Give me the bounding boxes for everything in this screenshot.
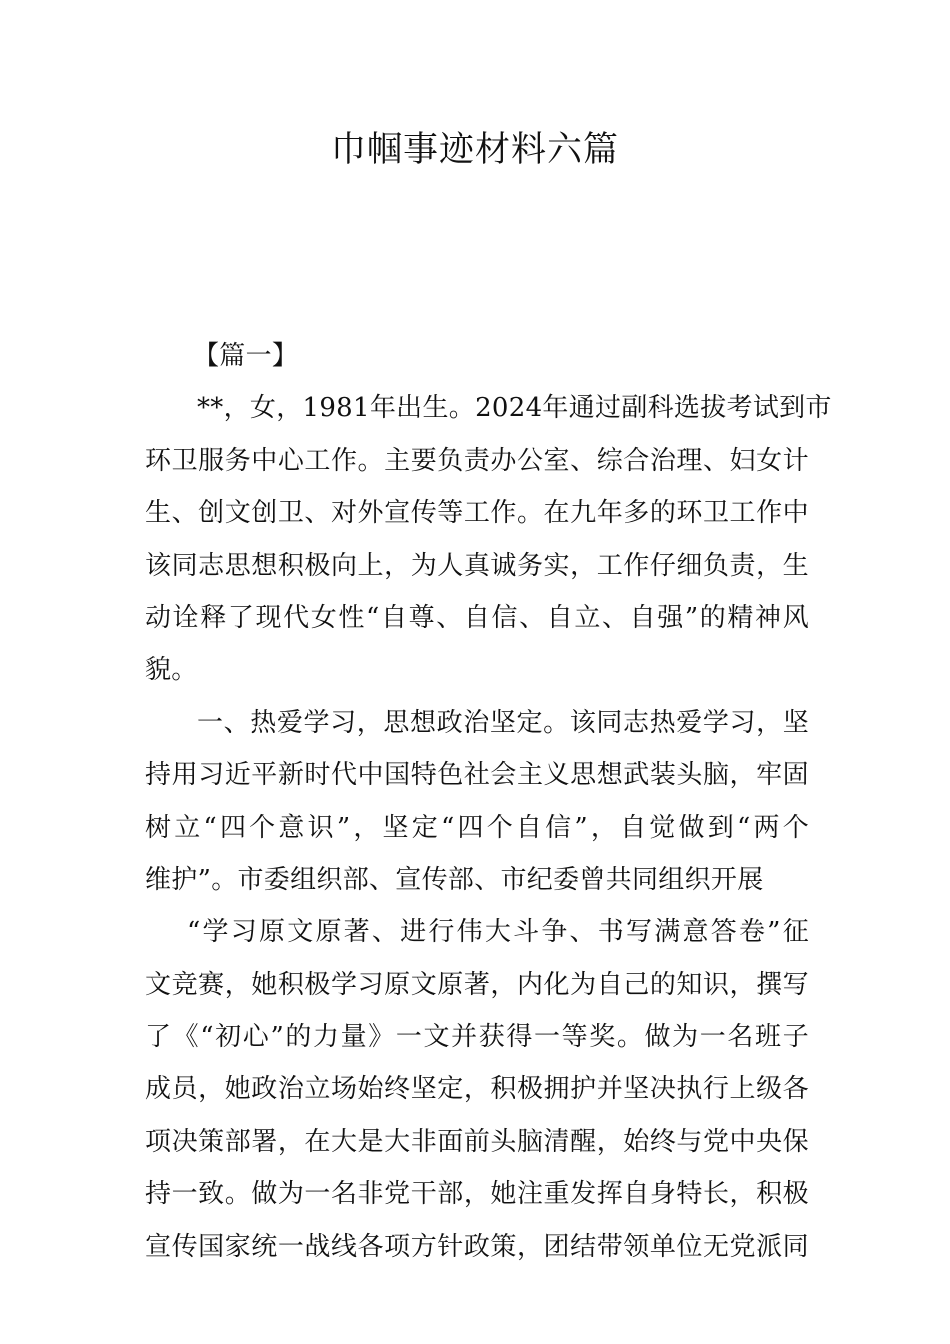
paragraph-line: 维护”。市委组织部、宣传部、市纪委曾共同组织开展 [145, 864, 764, 895]
paragraph-line: 文竞赛，她积极学习原文原著，内化为自己的知识，撰写 [145, 969, 809, 1000]
paragraph-line: 项决策部署，在大是大非面前头脑清醒，始终与党中央保 [145, 1126, 809, 1157]
document-body [145, 330, 832, 1273]
paragraph-line: 树立“四个意识”，坚定“四个自信”，自觉做到“两个 [145, 812, 809, 843]
paragraph-line: **，女，1981年出生。2024年通过副科选拔考试到市 [197, 393, 832, 424]
paragraph-line: 动诠释了现代女性“自尊、自信、自立、自强”的精神风 [145, 602, 809, 633]
paragraph-line: “学习原文原著、进行伟大斗争、书写满意答卷”征 [187, 917, 809, 948]
paragraph-line: 成员，她政治立场始终坚定，积极拥护并坚决执行上级各 [145, 1074, 809, 1105]
paragraph-line: 一、热爱学习，思想政治坚定。该同志热爱学习，坚 [197, 707, 809, 738]
section-heading: 【篇一】 [193, 341, 299, 371]
paragraph-line: 该同志思想积极向上，为人真诚务实，工作仔细负责，生 [145, 550, 809, 581]
document-title: 巾帼事迹材料六篇 [330, 130, 619, 170]
paragraph-line: 持一致。做为一名非党干部，她注重发挥自身特长，积极 [145, 1179, 809, 1210]
paragraph-line: 宣传国家统一战线各项方针政策，团结带领单位无党派同 [145, 1231, 809, 1262]
paragraph-line: 持用习近平新时代中国特色社会主义思想武装头脑，牢固 [145, 760, 809, 791]
paragraph-line: 生、创文创卫、对外宣传等工作。在九年多的环卫工作中 [145, 498, 809, 529]
paragraph-line: 环卫服务中心工作。主要负责办公室、综合治理、妇女计 [145, 445, 809, 476]
paragraph-line: 了《“初心”的力量》一文并获得一等奖。做为一名班子 [145, 1022, 809, 1053]
paragraph-line: 貌。 [145, 655, 198, 686]
